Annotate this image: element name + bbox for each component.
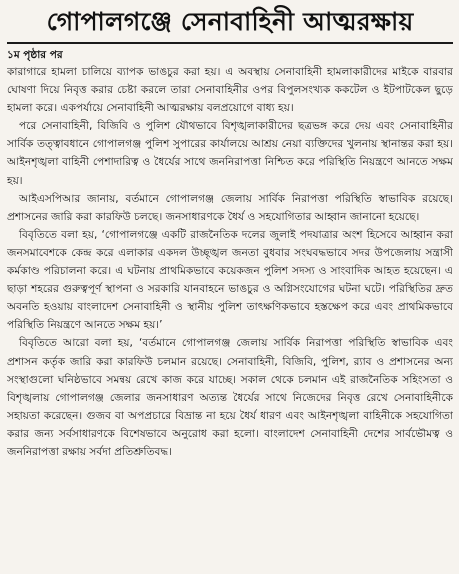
article-body xyxy=(7,63,453,573)
article-paragraph-1: কারাগারে হামলা চালিয়ে ব্যাপক ভাঙচুর করা হয়। এ অবস্থায় সেনাবাহিনী হামলাকারীদের মাইকে বারবার ঘোষণা দিয়ে নিবৃত্ত করার চেষ্টা করলে তারা সেনাবাহিনীর ওপর বিপুলসংখ্যক ককটেল ও ইটপাটকেল ছুড়ে হামলা করে। একপর্যায়ে সেনাবাহিনী আত্মরক্ষায় বলপ্রয়োগে বাধ্য হয়। xyxy=(7,66,453,115)
article-paragraph-3: আইএসপিআর জানায়, বর্তমানে গোপালগঞ্জ জেলায় সার্বিক নিরাপত্তা পরিস্থিতি স্বাভাবিক রয়েছে। প্রশাসনের জারি করা কারফিউ চলছে। জনসাধারণকে ধৈর্য ও সহযোগিতার আহ্বান জানানো হয়েছে। xyxy=(7,192,453,223)
article-paragraph-5: বিবৃতিতে আরো বলা হয়, ‘বর্তমানে গোপালগঞ্জ জেলায় সার্বিক নিরাপত্তা পরিস্থিতি স্বাভাবিক এবং প্রশাসন কর্তৃক জারি করা কারফিউ চলমান রয়েছে। সেনাবাহিনী, বিজিবি, পুলিশ, র‌্যাব ও প্রশাসনের অন্য সংস্থাগুলো ঘনিষ্ঠভাবে সমন্বয় রেখে কাজ করে যাচ্ছে। সকাল থেকে চলমান এই রাজনৈতিক সহিংসতা ও বিশৃঙ্খলায় গোপালগঞ্জ জেলার জনসাধারণ অত্যন্ত ধৈর্যের সাথে নিজেদের নিবৃত্ত রেখে সেনাবাহিনীকে সহায়তা করেছেন। গুজব বা অপপ্রচারে বিভ্রান্ত না হয়ে ধৈর্য ধারণ এবং আইনশৃঙ্খলা বাহিনীকে সহযোগিতা করার জন্য সর্বসাধারণকে বিশেষভাবে অনুরোধ করা হলো। বাংলাদেশ সেনাবাহিনী দেশের সার্বভৌমত্ব ও জননিরাপত্তা রক্ষায় সর্বদা প্রতিশ্রুতিবদ্ধ। xyxy=(7,337,453,458)
headline: গোপালগঞ্জে সেনাবাহিনী আত্মরক্ষায় xyxy=(7,4,453,44)
article-paragraph-4: বিবৃতিতে বলা হয়, ‘গোপালগঞ্জে একটি রাজনৈতিক দলের জুলাই পদযাত্রার অংশ হিসেবে আহ্বান করা জনসমাবেশকে কেন্দ্র করে এলাকার একদল উচ্ছৃঙ্খল জনতা বুধবার সংঘবদ্ধভাবে সদর উপজেলায় সন্ত্রাসী কর্মকাণ্ড পরিচালনা করে। এ ঘটনায় প্রাথমিকভাবে কয়েকজন পুলিশ সদস্য ও সাংবাদিক আহত হয়েছেন। এ ছাড়া শহরের গুরুত্বপূর্ণ স্থাপনা ও সরকারি যানবাহনে ভাঙচুর ও অগ্নিসংযোগের ঘটনা ঘটে। পরিস্থিতির দ্রুত অবনতি হওয়ায় বাংলাদেশ সেনাবাহিনী ও স্থানীয় পুলিশ তাৎক্ষণিকভাবে হস্তক্ষেপ করে এবং প্রাথমিকভাবে পরিস্থিতি নিয়ন্ত্রণে আনতে সক্ষম হয়।’ xyxy=(7,228,453,332)
continued-from-label: ১ম পৃষ্ঠার পর xyxy=(7,49,63,61)
article-paragraph-2: পরে সেনাবাহিনী, বিজিবি ও পুলিশ যৌথভাবে বিশৃঙ্খলাকারীদের ছত্রভঙ্গ করে দেয় এবং সেনাবাহিনীর সার্বিক তত্ত্বাবধানে গোপালগঞ্জ পুলিশ সুপারের কার্যালয়ে আশ্রয় নেয়া ব্যক্তিদের খুলনায় স্থানান্তর করা হয়। আইনশৃঙ্খলা বাহিনী পেশাদারিত্ব ও ধৈর্যের সাথে জননিরাপত্তা নিশ্চিত করে পরিস্থিতি নিয়ন্ত্রণে আনতে সক্ষম হয়। xyxy=(7,120,453,187)
